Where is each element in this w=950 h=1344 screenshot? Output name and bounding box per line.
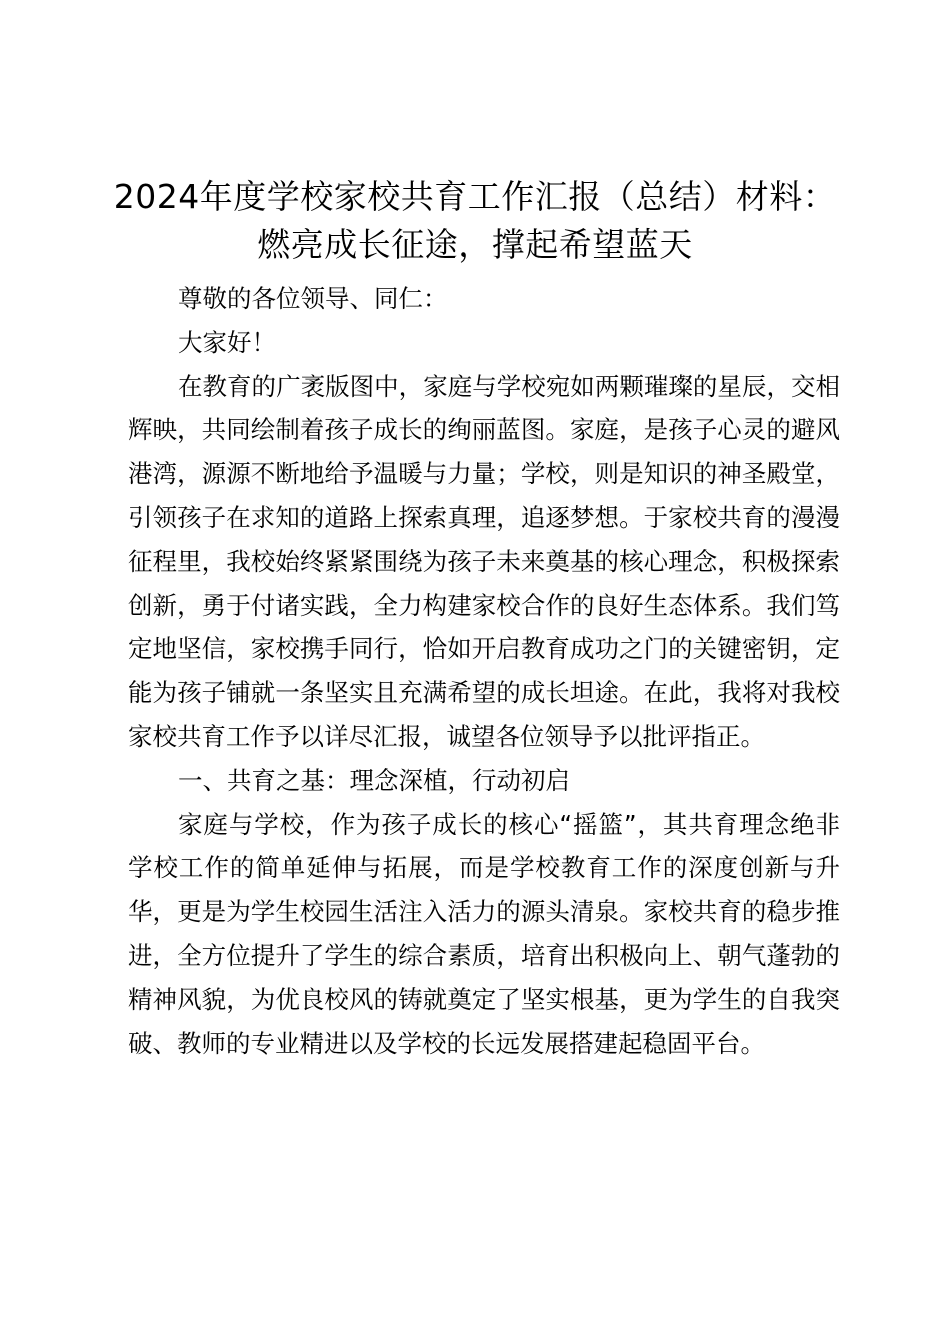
document-title: 2024年度学校家校共育工作汇报（总结）材料：燃亮成长征途，撑起希望蓝天 — [113, 177, 837, 264]
document-body — [128, 277, 840, 1065]
greeting: 大家好！ — [178, 327, 276, 357]
intro-paragraph: 在教育的广袤版图中，家庭与学校宛如两颗璀璨的星辰，交相辉映，共同绘制着孩子成长的绚丽蓝图。家庭，是孩子心灵的避风港湾，源源不断地给予温暖与力量；学校，则是知识的神圣殿堂，引领孩子在求知的道路上探索真理，追逐梦想。于家校共育的漫漫征程里，我校始终紧紧围绕为孩子未来奠基的核心理念，积极探索创新，勇于付诸实践，全力构建家校合作的良好生态体系。我们笃定地坚信，家校携手同行，恰如开启教育成功之门的关键密钥，定能为孩子铺就一条坚实且充满希望的成长坦途。在此，我将对我校家校共育工作予以详尽汇报，诚望各位领导予以批评指正。 — [128, 371, 840, 751]
section-heading-1: 一、共育之基：理念深植，行动初启 — [178, 765, 570, 795]
section-1-paragraph: 家庭与学校，作为孩子成长的核心“摇篮”，其共育理念绝非学校工作的简单延伸与拓展，而是学校教育工作的深度创新与升华，更是为学生校园生活注入活力的源头清泉。家校共育的稳步推进，全方位提升了学生的综合素质，培育出积极向上、朝气蓬勃的精神风貌，为优良校风的铸就奠定了坚实根基，更为学生的自我突破、教师的专业精进以及学校的长远发展搭建起稳固平台。 — [128, 809, 840, 1058]
salutation: 尊敬的各位领导、同仁： — [178, 284, 448, 313]
